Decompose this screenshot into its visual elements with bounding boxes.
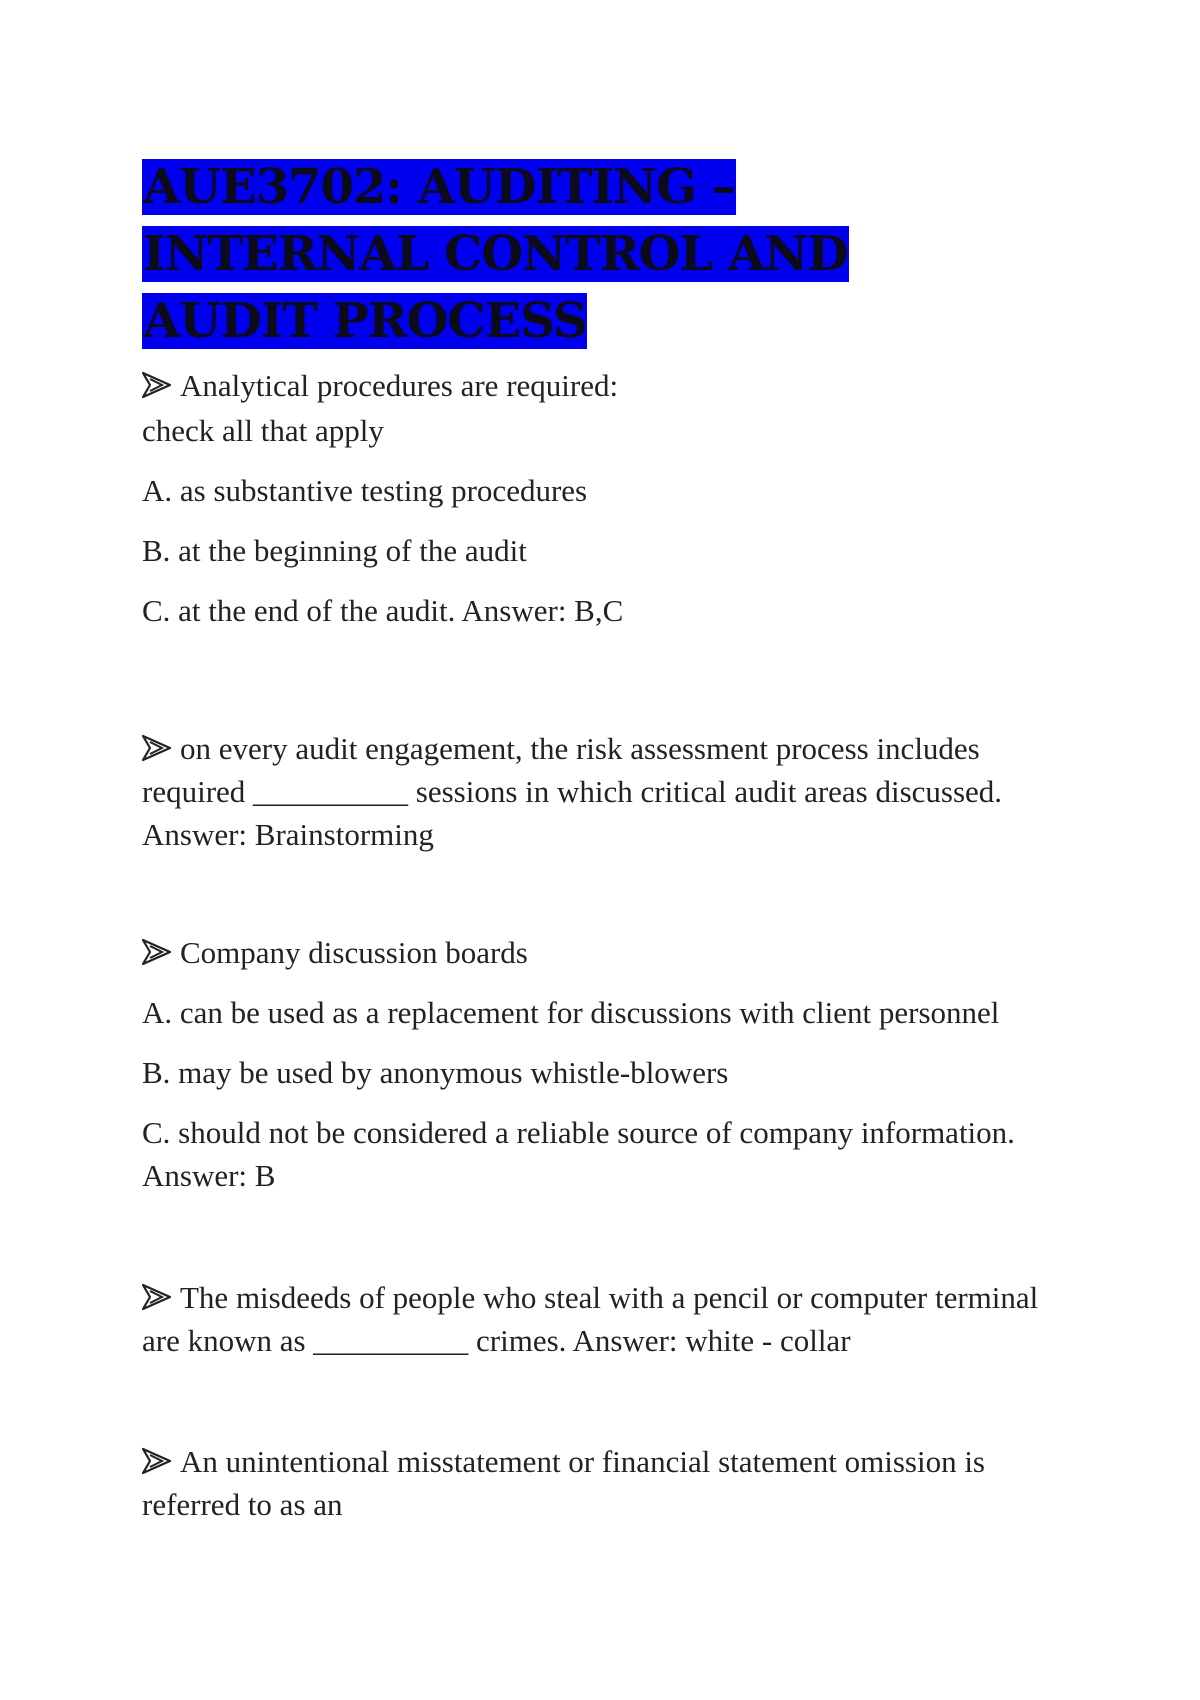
question-text-line <box>142 1440 1062 1526</box>
document-title <box>142 154 922 355</box>
question-text-line <box>142 727 1062 856</box>
question-block <box>142 931 1062 1197</box>
question-block <box>142 727 1062 856</box>
question-text: An unintentional misstatement or financial statement omission is referred to as an <box>142 1444 986 1522</box>
question-instruction: check all that apply <box>142 413 384 448</box>
answer-option: B. may be used by anonymous whistle-blowers <box>142 1055 729 1090</box>
question-block <box>142 1440 1062 1526</box>
question-text: The misdeeds of people who steal with a pencil or computer terminal are known as __________ crimes. Answer: white - collar <box>142 1280 1039 1358</box>
question-text-line <box>142 1276 1062 1362</box>
arrowhead-bullet-icon <box>142 1447 172 1475</box>
arrowhead-bullet-icon <box>142 371 172 399</box>
question-block <box>142 1276 1062 1362</box>
arrowhead-bullet-icon <box>142 1283 172 1311</box>
answer-option: A. as substantive testing procedures <box>142 473 588 508</box>
answer-option: C. at the end of the audit. Answer: B,C <box>142 593 624 628</box>
question-stem: Analytical procedures are required: <box>180 368 619 403</box>
question-stem: Company discussion boards <box>180 935 528 970</box>
title-highlight: AUE3702: AUDITING – INTERNAL CONTROL AND AUDIT PROCESS <box>143 159 848 349</box>
answer-option: A. can be used as a replacement for discussions with client personnel <box>142 995 1000 1030</box>
question-text: on every audit engagement, the risk assessment process includes required __________ sessions in which critical audit areas discussed. Answer: Brainstorming <box>142 731 1003 852</box>
arrowhead-bullet-icon <box>142 938 172 966</box>
answer-option: B. at the beginning of the audit <box>142 533 527 568</box>
question-block <box>142 364 1062 632</box>
arrowhead-bullet-icon <box>142 734 172 762</box>
answer-option: C. should not be considered a reliable source of company information. Answer: B <box>142 1115 1015 1193</box>
question-stem-line <box>142 364 1062 407</box>
question-stem-line <box>142 931 1062 974</box>
